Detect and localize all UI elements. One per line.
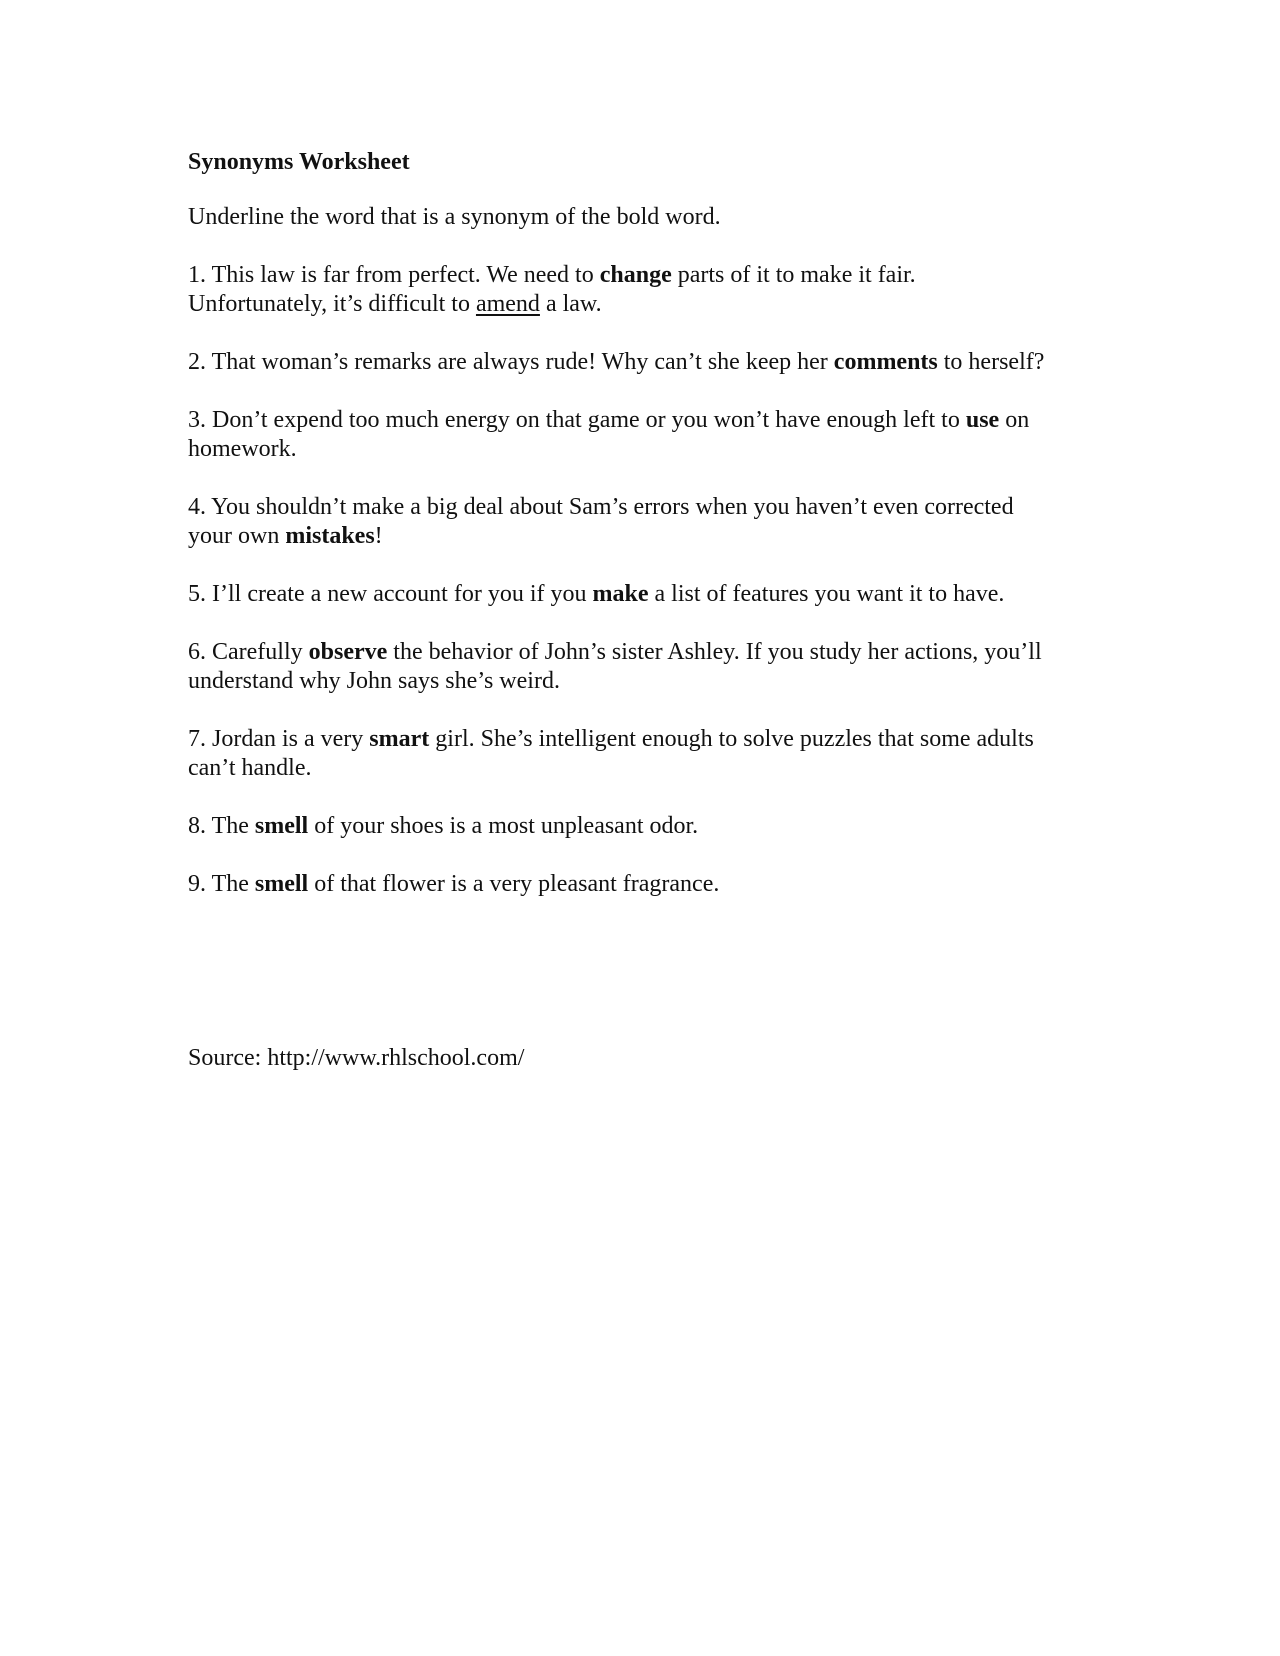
question-number: 6. [188,639,206,665]
question-item [188,638,1108,696]
sentence-text: the behavior of John’s sister Ashley. If you study her actions, you’ll [387,639,1042,665]
sentence-text: understand why John says she’s weird. [188,668,560,694]
sentence-text: of that flower is a very pleasant fragrance. [308,871,720,897]
sentence-text: The [211,871,255,897]
target-word: make [592,581,649,607]
instructions-text: Underline the word that is a synonym of the bold word. [188,204,721,230]
underlined-answer: amend [475,291,540,317]
target-word: use [965,407,1000,433]
sentence-text: can’t handle. [188,755,312,781]
sentence-text: to herself? [937,349,1045,375]
target-word: comments [833,349,938,375]
sentence-text: parts of it to make it fair. [671,262,916,288]
question-number: 4. [188,494,206,520]
sentence-text: Don’t expend too much energy on that game or you won’t have enough left to [212,407,966,433]
sentence-text: Carefully [212,639,309,665]
sentence-text: a law. [539,291,602,317]
sentence-text: You shouldn’t make a big deal about Sam’s errors when you haven’t even corrected [211,494,1014,520]
target-word: change [599,262,672,288]
sentence-text: girl. She’s intelligent enough to solve puzzles that some adults [429,726,1034,752]
question-number: 5. [188,581,206,607]
question-number: 1. [188,262,206,288]
sentence-text: Jordan is a very [212,726,370,752]
sentence-text: I’ll create a new account for you if you [212,581,593,607]
question-number: 8. [188,813,206,839]
target-word: smell [254,813,309,839]
sentence-text: of your shoes is a most unpleasant odor. [308,813,699,839]
question-item [188,580,1108,609]
question-number: 2. [188,349,206,375]
sentence-text: The [211,813,255,839]
sentence-text: Unfortunately, it’s difficult to [188,291,476,317]
question-number: 3. [188,407,206,433]
question-item [188,870,1108,899]
question-number: 9. [188,871,206,897]
question-item [188,406,1108,464]
question-item [188,812,1108,841]
question-number: 7. [188,726,206,752]
sentence-text: ! [374,523,383,549]
question-item [188,348,1108,377]
page-title: Synonyms Worksheet [188,149,410,175]
sentence-text: That woman’s remarks are always rude! Why can’t she keep her [211,349,834,375]
target-word: observe [308,639,388,665]
sentence-text: on [999,407,1030,433]
sentence-text: your own [188,523,286,549]
worksheet-page [188,148,1108,928]
question-list [188,261,1108,899]
sentence-text: homework. [188,436,297,462]
target-word: mistakes [285,523,375,549]
target-word: smell [254,871,309,897]
question-item [188,725,1108,783]
question-item [188,261,1108,319]
sentence-text: This law is far from perfect. We need to [211,262,600,288]
question-item [188,493,1108,551]
sentence-text: a list of features you want it to have. [648,581,1005,607]
source-citation: Source: http://www.rhlschool.com/ [188,1045,525,1071]
target-word: smart [369,726,430,752]
